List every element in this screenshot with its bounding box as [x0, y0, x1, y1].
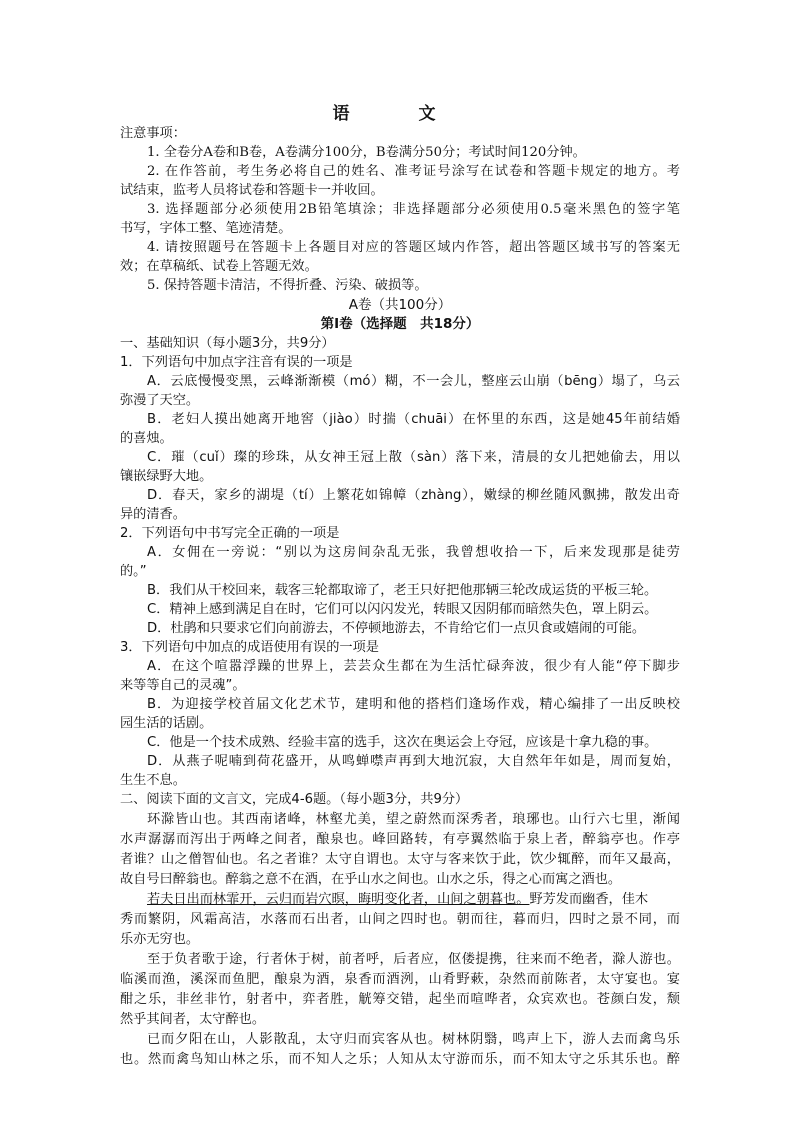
q3-option-d: D．从燕子呢喃到荷花盛开，从鸣蝉噤声再到大地沉寂，大自然年年如是，周而复始，	[147, 754, 680, 769]
q3-option-b-cont: 园生活的话剧。	[120, 716, 213, 731]
notes-heading: 注意事项：	[120, 126, 186, 141]
note-5: 5. 保持答题卡清洁，不得折叠、污染、破损等。	[147, 278, 428, 293]
passage-p3-line-3: 酣之乐，非丝非竹，射者中，弈者胜，觥筹交错，起坐而喧哗者，众宾欢也。苍颜白发，颓	[120, 992, 680, 1007]
passage-p2-line-1	[147, 890, 680, 909]
q3-option-c: C．他是一个技术成熟、经验丰富的选手，这次在奥运会上夺冠，应该是十拿九稳的事。	[147, 735, 658, 750]
passage-p3-line-1: 至于负者歌于途，行者休于树，前者呼，后者应，伛偻提携，往来而不绝者，滁人游也。	[147, 952, 680, 967]
section-1-heading: 一、基础知识（每小题3分，共9分）	[120, 336, 335, 351]
q3-stem: 3．下列语句中加点的成语使用有误的一项是	[120, 640, 379, 655]
q1-stem: 1．下列语句中加点字注音有误的一项是	[120, 355, 353, 370]
q1-option-c-cont: 镶嵌绿野大地。	[120, 469, 213, 484]
section-a-heading: A卷（共100分）	[348, 297, 452, 313]
note-2-line-1: 2. 在作答前，考生务必将自己的姓名、准考证号涂写在试卷和答题卡规定的地方。考	[147, 164, 680, 179]
q1-option-b: B．老妇人摸出她离开地窖（jiào）时揣（chuāi）在怀里的东西，这是她45年前结婚	[147, 412, 680, 427]
passage-p2-line-1-rest: 野芳发而幽香，佳木	[529, 892, 649, 907]
q1-option-d: D．春天，家乡的湖堤（tí）上繁花如锦幛（zhàng），嫩绿的柳丝随风飘拂，散发出奇	[147, 488, 680, 503]
q2-option-a: A．女佣在一旁说：“别以为这房间杂乱无张，我曾想收拾一下，后来发现那是徒劳	[147, 545, 680, 560]
underlined-sentence: 若夫日出而林霏开，云归而岩穴暝，晦明变化者，山间之朝暮也。	[147, 892, 530, 907]
q3-option-a-cont: 来等等自己的灵魂”。	[120, 678, 246, 693]
q2-stem: 2．下列语句中书写完全正确的一项是	[120, 526, 340, 541]
note-3-line-2: 书写，字体工整、笔迹清楚。	[120, 221, 292, 236]
q1-option-c: C．璀（cuǐ）璨的珍珠，从女神王冠上散（sàn）落下来，清晨的女儿把她偷去，用以	[147, 450, 680, 465]
passage-p1-line-4: 故自号曰醉翁也。醉翁之意不在酒，在乎山水之间也。山水之乐，得之心而寓之酒也。	[120, 872, 622, 887]
q1-option-b-cont: 的喜烛。	[120, 431, 173, 446]
passage-p4-line-1: 已而夕阳在山，人影散乱，太守归而宾客从也。树林阴翳，鸣声上下，游人去而禽鸟乐	[147, 1032, 680, 1047]
note-4-line-1: 4. 请按照题号在答题卡上各题目对应的答题区域内作答，超出答题区域书写的答案无	[147, 240, 680, 255]
note-2-line-2: 试结束，监考人员将试卷和答题卡一并收回。	[120, 183, 384, 198]
passage-p2-line-3: 乐亦无穷也。	[120, 932, 200, 947]
q1-option-a: A．云底慢慢变黑，云峰渐渐模（mó）糊，不一会儿，整座云山崩（bēng）塌了，乌云	[147, 374, 680, 389]
passage-p4-line-2: 也。然而禽鸟知山林之乐，而不知人之乐；人知从太守游而乐，而不知太守之乐其乐也。醉	[120, 1052, 680, 1067]
note-3-line-1: 3. 选择题部分必须使用2B铅笔填涂；非选择题部分必须使用0.5毫米黑色的签字笔	[147, 202, 680, 217]
passage-p3-line-2: 临溪而渔，溪深而鱼肥，酿泉为酒，泉香而酒洌，山肴野蔌，杂然而前陈者，太守宴也。宴	[120, 972, 680, 987]
q1-option-d-cont: 异的清香。	[120, 507, 186, 522]
section-2-heading: 二、阅读下面的文言文，完成4-6题。（每小题3分，共9分）	[120, 792, 469, 807]
q2-option-b: B．我们从干校回来，载客三轮都取谛了，老王只好把他那辆三轮改成运货的平板三轮。	[147, 583, 658, 598]
passage-p1-line-1: 环滁皆山也。其西南诸峰，林壑尤美，望之蔚然而深秀者，琅琊也。山行六七里，渐闻	[147, 812, 680, 827]
q3-option-a: A．在这个喧嚣浮躁的世界上，芸芸众生都在为生活忙碌奔波，很少有人能“停下脚步	[147, 659, 680, 674]
q3-option-d-cont: 生生不息。	[120, 773, 186, 788]
q3-option-b: B．为迎接学校首届文化艺术节，建明和他的搭档们逢场作戏，精心编排了一出反映校	[147, 697, 680, 712]
q2-option-d: D．杜鹃和只要求它们向前游去，不停顿地游去，不肯给它们一点贝食或嬉闹的可能。	[147, 621, 646, 636]
part-1-heading: 第Ⅰ卷（选择题 共18分）	[320, 316, 480, 332]
passage-p1-line-2: 水声潺潺而泻出于两峰之间者，酿泉也。峰回路转，有亭翼然临于泉上者，醉翁亭也。作亭	[120, 832, 680, 847]
q1-option-a-cont: 弥漫了天空。	[120, 393, 200, 408]
note-1: 1. 全卷分A卷和B卷，A卷满分100分，B卷满分50分；考试时间120分钟。	[147, 145, 586, 160]
passage-p1-line-3: 者谁？山之僧智仙也。名之者谁？太守自谓也。太守与客来饮于此，饮少辄醉，而年又最高，	[120, 852, 680, 867]
q2-option-c: C．精神上感到满足自在时，它们可以闪闪发光，转眼又因阴郁而暗然失色，罩上阴云。	[147, 602, 658, 617]
q2-option-a-cont: 的。”	[120, 564, 147, 579]
passage-p3-line-4: 然乎其间者，太守醉也。	[120, 1012, 266, 1027]
page-title: 语 文	[332, 104, 462, 124]
passage-p2-line-2: 秀而繁阴，风霜高洁，水落而石出者，山间之四时也。朝而往，暮而归，四时之景不同，而	[120, 912, 680, 927]
note-4-line-2: 效；在草稿纸、试卷上答题无效。	[120, 259, 318, 274]
